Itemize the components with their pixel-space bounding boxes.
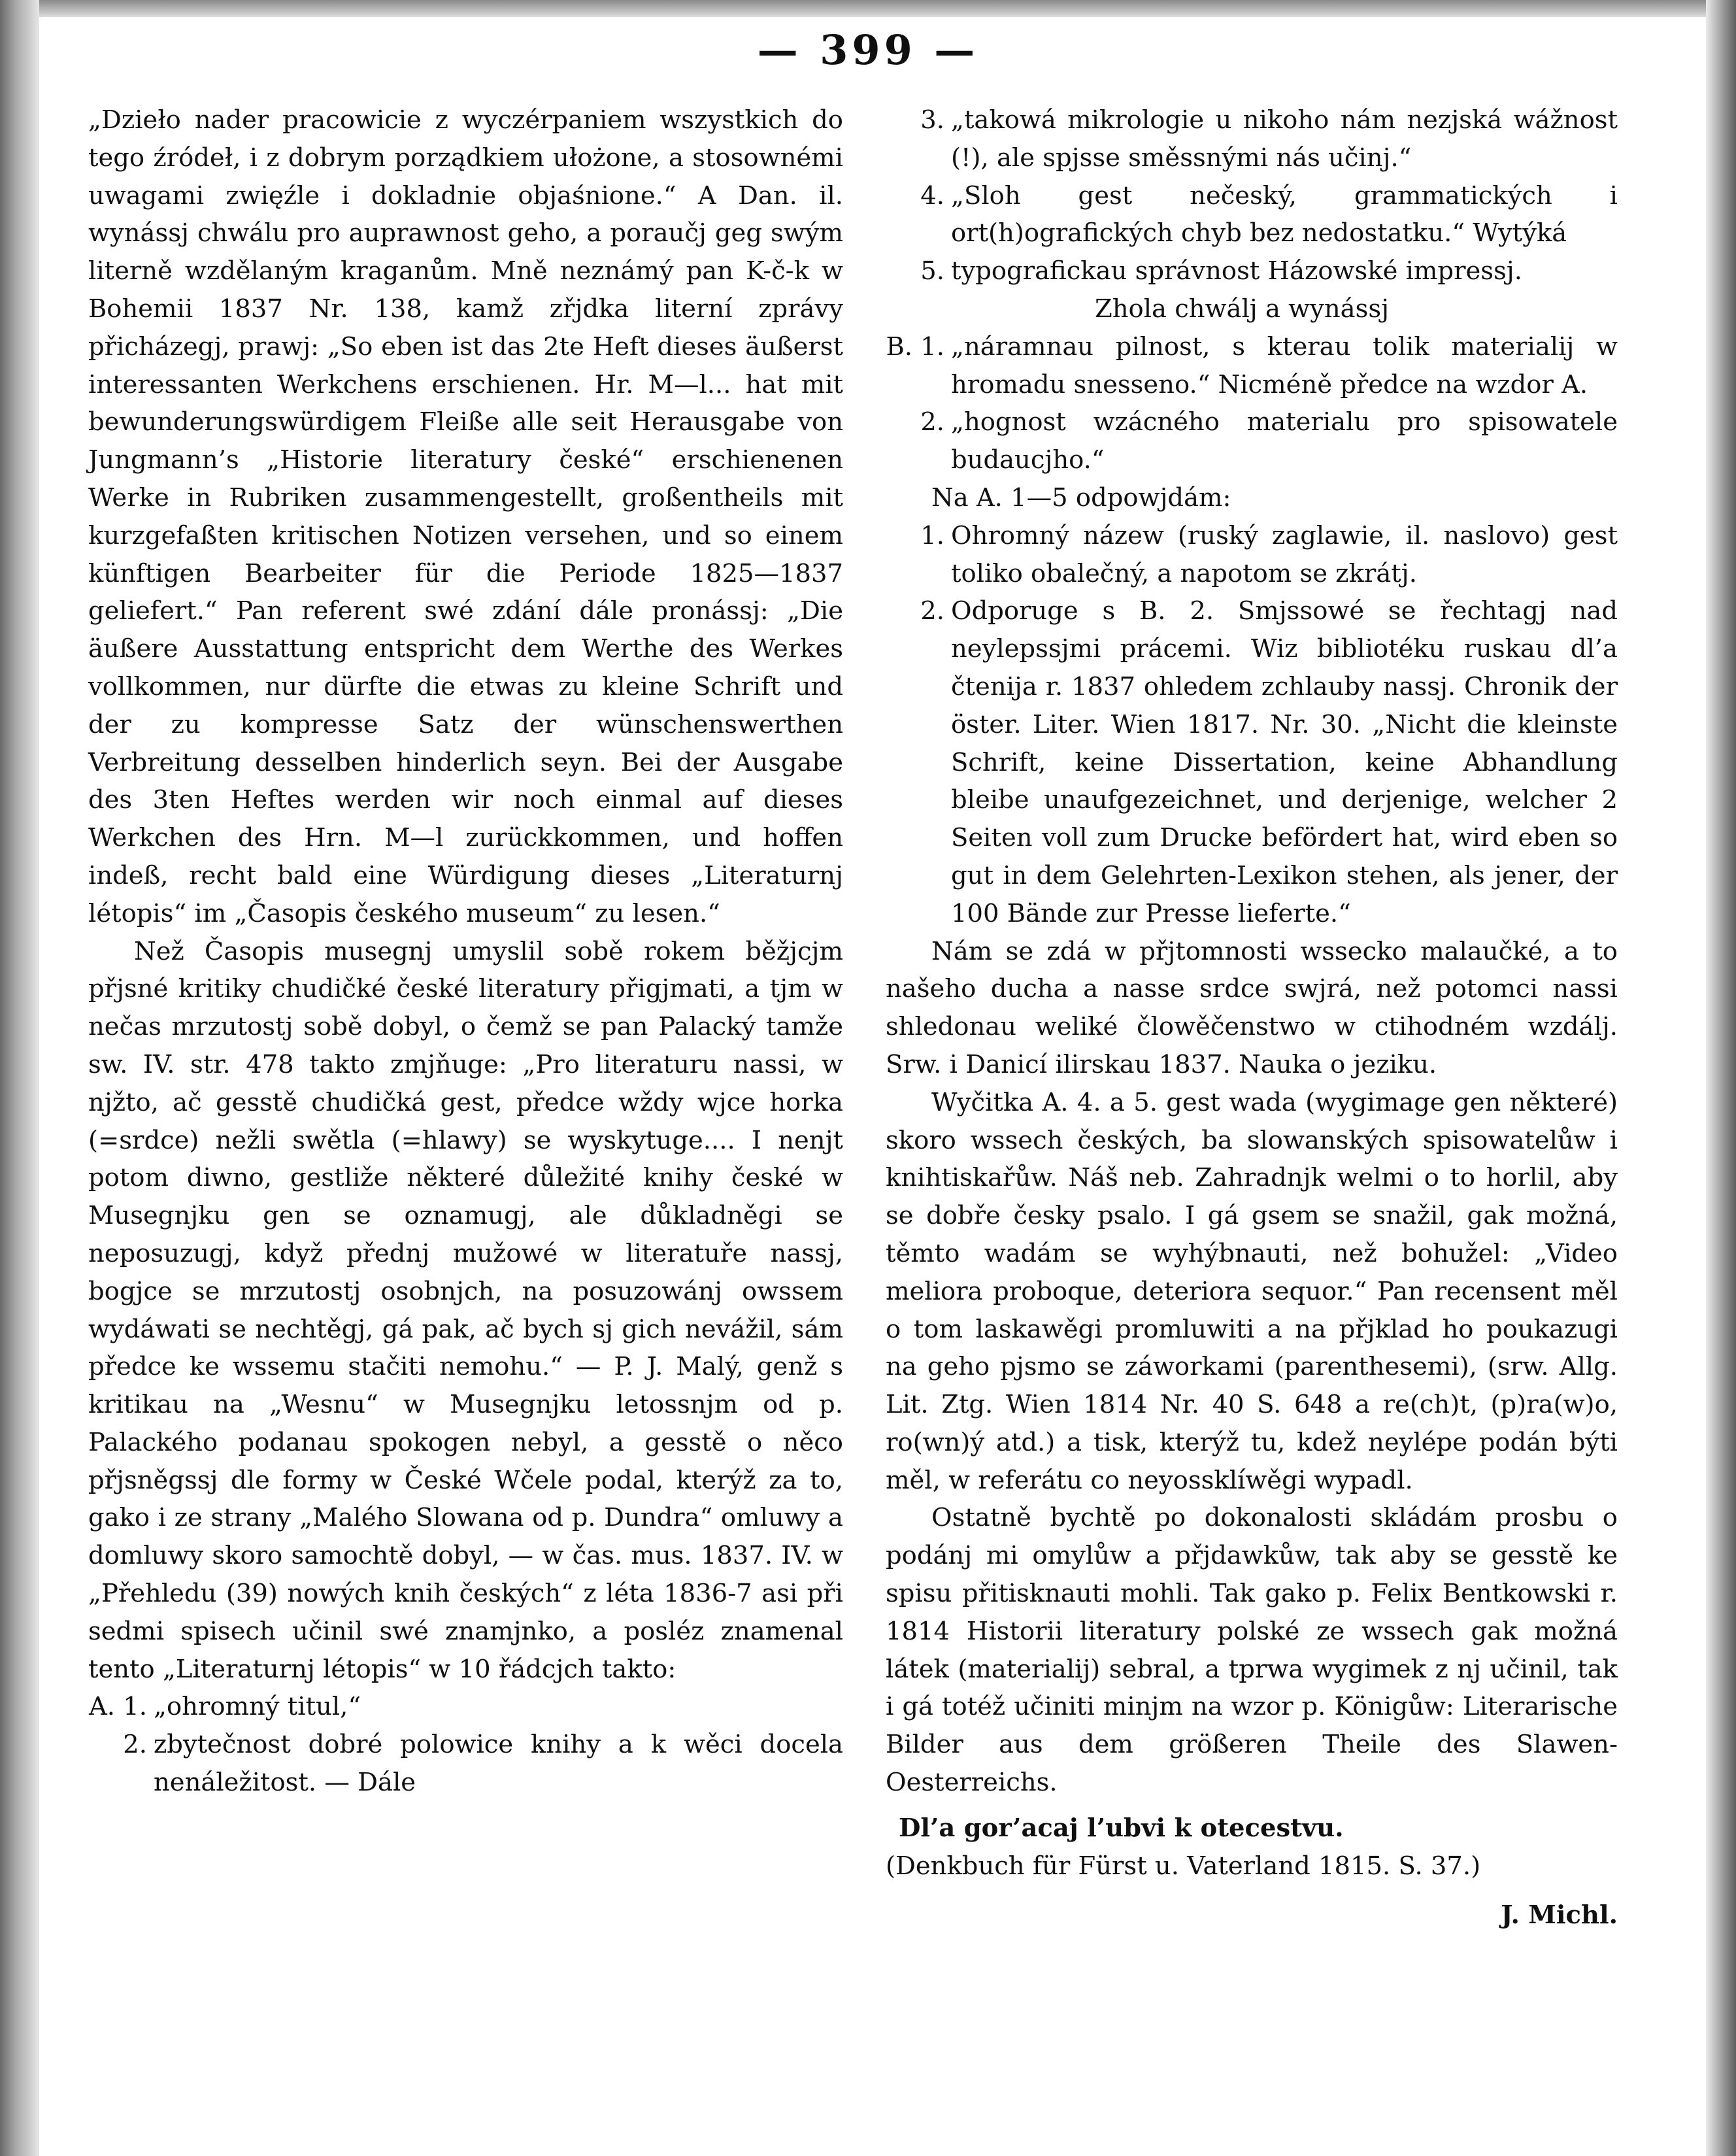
list-item-text: „ohromný titul,“ (154, 1692, 361, 1722)
right-column (886, 101, 1618, 2102)
list-item (886, 328, 1618, 404)
paragraph: „Dzieło nader pracowicie z wyczérpaniem wszystkich do tego źródeł, i z dobrym porządkiem ułożone, a stosownémi uwagami zwięźle i dokladnie objaśnione.“ A Dan. il. wynássj chwálu pro auprawnost geho, a poraučj geg swým literně wzdělaným kraganům. Mně neznámý pan K-č-k w Bohemii 1837 Nr. 138, kamž zřjdka literní zprávy přicházegj, prawj: „So eben ist das 2te Heft dieses äußerst interessanten Werkchens erschienen. Hr. M—l... hat mit bewunderungswürdigem Fleiße alle seit Herausgabe von Jungmann’s „Historie literatury české“ erschienenen Werke in Rubriken zusammengestellt, großentheils mit kurzgefaßten kritischen Notizen versehen, und so einem künftigen Bearbeiter für die Periode 1825—1837 geliefert.“ Pan referent swé zdání dále pronássj: „Die äußere Ausstattung entspricht dem Werthe des Werkes vollkommen, nur dürfte die etwas zu kleine Schrift und der zu kompresse Satz der wünschenswerthen Verbreitung desselben hinderlich seyn. Bei der Ausgabe des 3ten Heftes werden wir noch einmal auf dieses Werkchen des Hrn. M—l zurückkommen, und hoffen indeß, recht bald eine Würdigung dieses „Literaturnj létopis“ im „Časopis českého museum“ zu lesen.“ (88, 105, 843, 928)
paragraph: Nám se zdá w přjtomnosti wssecko malaučké, a to našeho ducha a nasse srdce swjrá, než potomci nassi shledonau weliké člowěčenstwo w ctihodném wzdálj. Srw. i Danicí ilirskau 1837. Nauka o jeziku. (886, 936, 1618, 1079)
list-item (88, 1726, 843, 1802)
list-item-number: 2. (920, 596, 944, 626)
list-item-number: 3. (920, 105, 944, 135)
paragraph: Než Časopis musegnj umyslil sobě rokem běžjcjm přjsné kritiky chudičké české literatury přigjmati, a tjm w nečas mrzutostj sobě dobyl, o čemž se pan Palacký tamže sw. IV. str. 478 takto zmjňuge: „Pro literaturu nassi, w njžto, ač gesstě chudičká gest, předce wždy wjce horka (=srdce) nežli swětla (=hlawy) se wyskytuge.... I nenjt potom diwno, gestliže některé důležité knihy české w Musegnjku gen se oznamugj, ale důkladněgi se neposuzugj, když přednj mužowé w literatuře nassj, bogjce se mrzutostj osobnjch, na posuzowánj owssem wydáwati se nechtěgj, gá pak, ač bych sj gich nevážil, sám předce ke wssemu stačiti nemohu.“ — P. J. Malý, genž s kritikau na „Wesnu“ w Musegnjku letossnjm od p. Palackého podanau spokogen nebyl, a gesstě o něco přjsněgssj dle formy w České Wčele podal, kterýž za to, gako i ze strany „Malého Slowana od p. Dundra“ omluwy a domluwy skoro samochtě dobyl, — w čas. mus. 1837. IV. w „Přehledu (39) nowých knih českých“ z léta 1836-7 asi při sedmi spisech učinil swé znamjnko, a posléz znamenal tento „Literaturnj létopis“ w 10 řádcjch takto: (88, 936, 843, 1684)
list-item-number: 2. (123, 1730, 147, 1760)
list-item-text: „hognost wzácného materialu pro spisowatele budaucjho.“ (951, 407, 1618, 475)
list-item-text: Ohromný názew (ruský zaglawie, il. naslovo) gest toliko obalečný, a napotom se zkrátj. (951, 520, 1618, 588)
list-item (88, 1688, 843, 1726)
page-edge-shadow-right (1706, 0, 1736, 2156)
list-item-number: A. 1. (88, 1692, 147, 1722)
list-item-number: 5. (920, 256, 944, 286)
list-item-text: „takowá mikrologie u nikoho nám nezjská wážnost (!), ale spjsse směssnými nás učinj.“ (951, 105, 1618, 173)
list-item-text: Odporuge s B. 2. Smjssowé se řechtagj nad neylepssjmi prácemi. Wiz bibliotéku ruskau dl’a čtenija r. 1837 ohledem zchlauby nassj. Chronik der öster. Liter. Wien 1817. Nr. 30. „Nicht die kleinste Schrift, keine Dissertation, keine Abhandlung bleibe unaufgezeichnet, und derjenige, welcher 2 Seiten voll zum Drucke befördert hat, wird eben so gut in dem Gelehrten-Lexikon stehen, als jener, der 100 Bände zur Presse lieferte.“ (951, 596, 1618, 928)
page-number: — 399 — (757, 26, 979, 74)
list-item (886, 252, 1618, 290)
motto: Dl’a gor’acaj l’ubvi k otecestvu. (899, 1813, 1344, 1843)
list-item-text: zbytečnost dobré polowice knihy a k wěci docela nenáležitost. — Dále (154, 1730, 843, 1798)
list-item (886, 517, 1618, 593)
list-item (886, 403, 1618, 479)
paragraph: Wyčitka A. 4. a 5. gest wada (wygimage gen některé) skoro wssech českých, ba slowanských spisowatelůw i knihtiskařůw. Náš neb. Zahradnjk welmi o to horlil, aby se dobře česky psalo. I gá gsem se snažil, gak možná, těmto wadám se wyhýbnauti, než bohužel: „Video meliora proboque, deteriora sequor.“ Pan recensent měl o tom laskawěgi promluwiti a na přjklad ho poukazugi na geho pjsmo se záworkami (parenthesemi), (srw. Allg. Lit. Ztg. Wien 1814 Nr. 40 S. 648 a re(ch)t, (p)ra(w)o, ro(wn)ý atd.) a tisk, kterýž tu, kdež neylépe podán býti měl, w referátu co neyossklíwěgi wypadl. (886, 1087, 1618, 1495)
list-item-text: „náramnau pilnost, s kterau tolik materialij w hromadu snesseno.“ Nicméně předce na wzdor A. (951, 331, 1618, 399)
paragraph: Ostatně bychtě po dokonalosti skládám prosbu o podánj mi omylůw a přjdawkůw, tak aby se gesstě ke spisu přitisknauti mohli. Tak gako p. Felix Bentkowski r. 1814 Historii literatury polské ze wssech gak možná látek (materialij) sebral, a tprwa wygimek z nj učinil, tak i gá totéž učiniti minjm na wzor p. Königůw: Literarische Bilder aus dem größeren Theile des Slawen-Oesterreichs. (886, 1503, 1618, 1798)
reply-intro: Na A. 1—5 odpowjdám: (931, 482, 1231, 513)
left-column (88, 101, 843, 2102)
signature: J. Michl. (1501, 1900, 1618, 1930)
list-item-text: typografickau správnost Házowské impressj. (951, 256, 1522, 286)
list-item-number: 2. (920, 407, 944, 437)
list-item-number: 1. (920, 520, 944, 550)
subheading: Zhola chwálj a wynássj (1095, 294, 1390, 324)
list-item-number: 4. (920, 180, 944, 211)
list-item-text: „Sloh gest nečeský, grammatických i ort(h)ografických chyb bez nedostatku.“ Wytýká (951, 180, 1618, 248)
list-item (886, 592, 1618, 932)
page-edge-shadow-top (0, 0, 1736, 17)
page-edge-shadow-left (0, 0, 39, 2156)
list-item (886, 101, 1618, 177)
list-item-number: B. 1. (886, 331, 944, 362)
citation: (Denkbuch für Fürst u. Vaterland 1815. S. 37.) (886, 1851, 1481, 1881)
list-item (886, 177, 1618, 253)
